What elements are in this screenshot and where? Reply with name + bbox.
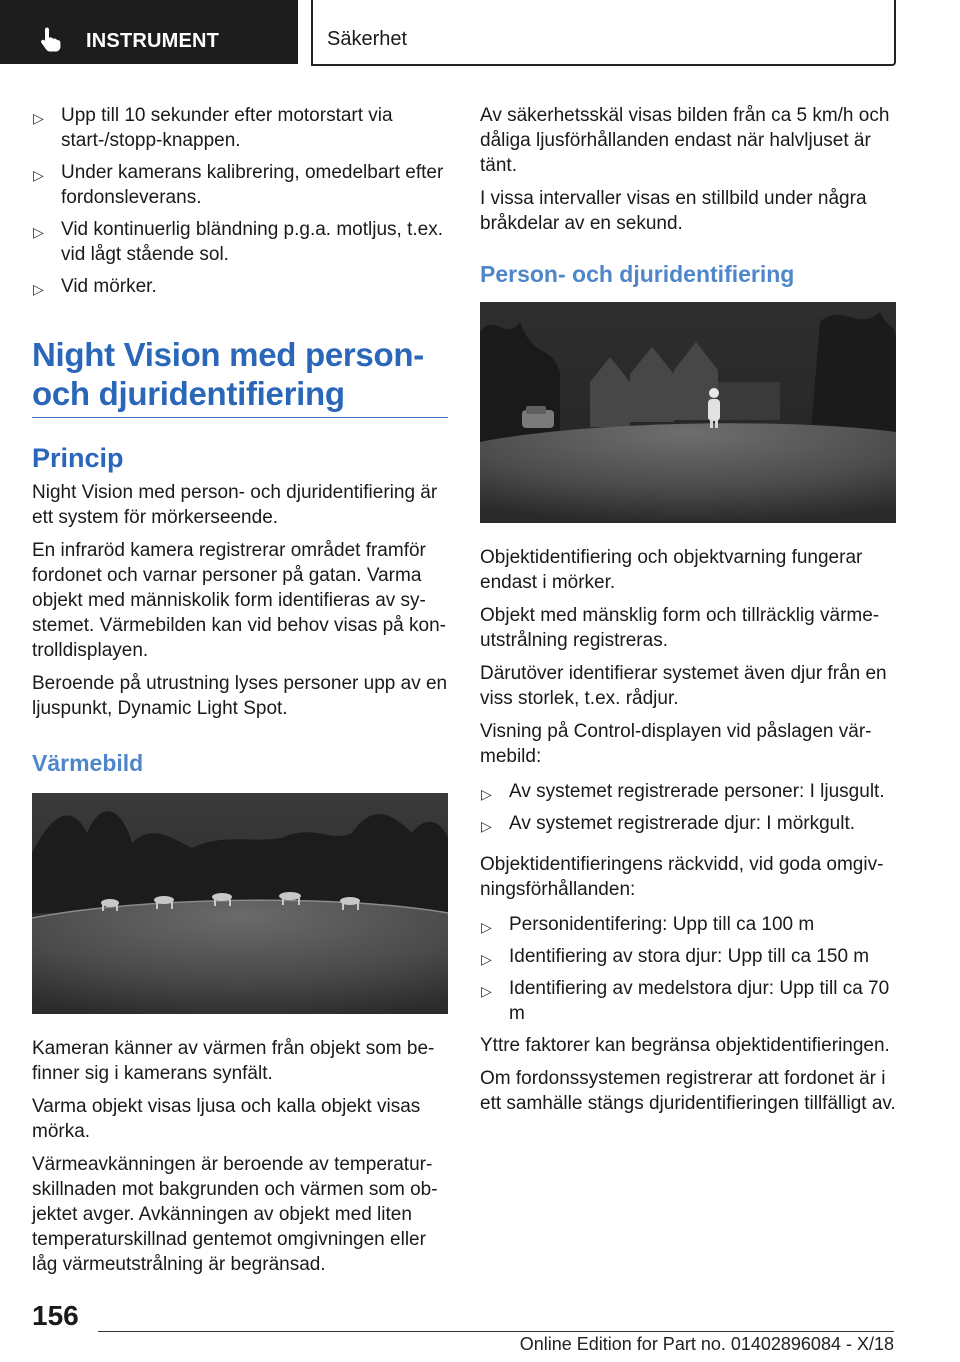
paragraph: En infraröd kamera registrerar området framför fordonet och varnar personer på gatan. Varma objekt med människolik form identifieras av sy-stemet. Värmebilden kan vid behov visas på kon-trolldisplayen. (32, 540, 446, 661)
section-header (311, 0, 896, 66)
paragraph: Beroende på utrustning lyses personer upp av en ljuspunkt, Dynamic Light Spot. (32, 673, 448, 719)
paragraph: Visning på Control-displayen vid påslagen vär-mebild: (480, 721, 872, 767)
paragraph: Objektidentifieringens räckvidd, vid goda omgiv-ningsförhållanden: (480, 854, 884, 900)
section-label: Säkerhet (327, 28, 408, 50)
identification-heading: Person- och djuridentifiering (480, 261, 795, 287)
list-item (480, 811, 896, 836)
paragraph: Om fordonssystemen registrerar att fordonet är i ett samhälle stängs djuridentifieringen tillfälligt av. (480, 1068, 896, 1114)
list-item (32, 217, 448, 267)
page-number: 156 (32, 1300, 79, 1331)
triangle-bullet-icon: ▷ (33, 281, 44, 297)
principle-heading: Princip (32, 443, 124, 473)
paragraph: Objektidentifiering och objektvarning fungerar endast i mörker. (480, 547, 863, 593)
list-item-text: Under kamerans kalibrering, omedelbart efter fordonsleverans. (61, 162, 444, 208)
paragraph: Därutöver identifierar systemet även djur från en viss storlek, t.ex. rådjur. (480, 663, 887, 709)
list-item-text: Identifiering av medelstora djur: Upp till ca 70 m (509, 978, 890, 1024)
list-item-text: Vid kontinuerlig bländning p.g.a. motljus, t.ex. vid lågt stående sol. (61, 219, 443, 265)
page-header (0, 0, 960, 66)
touch-hand-icon (40, 26, 62, 52)
paragraph: I vissa intervaller visas en stillbild under några bråkdelar av en sekund. (480, 188, 867, 234)
list-item-text: Identifiering av stora djur: Upp till ca 150 m (509, 946, 870, 967)
list-item (480, 944, 896, 969)
list-item-text: Upp till 10 sekunder efter motorstart via start-/stopp-knappen. (61, 105, 393, 151)
paragraph: Av säkerhetsskäl visas bilden från ca 5 km/h och dåliga ljusförhållanden endast när halvljuset är tänt. (480, 105, 890, 176)
right-column (480, 103, 896, 1124)
triangle-bullet-icon: ▷ (33, 167, 44, 183)
footer-divider (98, 1331, 894, 1332)
triangle-bullet-icon: ▷ (33, 224, 44, 240)
list-item-text: Personidentifering: Upp till ca 100 m (509, 914, 815, 935)
edition-text: Online Edition for Part no. 01402896084 - X/18 (519, 1334, 894, 1354)
triangle-bullet-icon: ▷ (481, 919, 492, 935)
list-item (32, 160, 448, 210)
chapter-tab-label: INSTRUMENT (86, 30, 220, 52)
list-item (480, 976, 896, 1026)
list-item (480, 779, 896, 804)
triangle-bullet-icon: ▷ (33, 110, 44, 126)
list-item (480, 912, 896, 937)
paragraph: Varma objekt visas ljusa och kalla objekt visas mörka. (32, 1096, 421, 1142)
list-item-text: Vid mörker. (61, 276, 157, 297)
paragraph: Yttre faktorer kan begränsa objektidentifieringen. (480, 1035, 890, 1056)
triangle-bullet-icon: ▷ (481, 786, 492, 802)
list-item (32, 274, 448, 299)
triangle-bullet-icon: ▷ (481, 818, 492, 834)
paragraph: Kameran känner av värmen från objekt som be-finner sig i kamerans synfält. (32, 1038, 435, 1084)
chapter-tab[interactable] (0, 0, 298, 64)
left-column (32, 103, 448, 1285)
list-item-text: Av systemet registrerade personer: I ljusgult. (509, 781, 885, 802)
list-item (32, 103, 448, 153)
thermal-image-pedestrian (480, 302, 896, 523)
thermal-image-animals (32, 793, 448, 1014)
paragraph: Värmeavkänningen är beroende av temperatur-skillnaden mot bakgrunden och värmen som ob-jektet avger. Avkänningen av objekt med liten temperaturskillnad gentemot omgivningen eller låg värmeutstrålning är begränsad. (32, 1154, 438, 1275)
triangle-bullet-icon: ▷ (481, 951, 492, 967)
thermal-heading: Värmebild (32, 750, 144, 776)
paragraph: Night Vision med person- och djuridentifiering är ett system för mörkerseende. (32, 482, 438, 528)
list-item-text: Av systemet registrerade djur: I mörkgult. (509, 813, 855, 834)
paragraph: Objekt med mänsklig form och tillräcklig värme-utstrålning registreras. (480, 605, 880, 651)
triangle-bullet-icon: ▷ (481, 983, 492, 999)
page-title: Night Vision med person- och djuridentifiering (32, 335, 448, 418)
